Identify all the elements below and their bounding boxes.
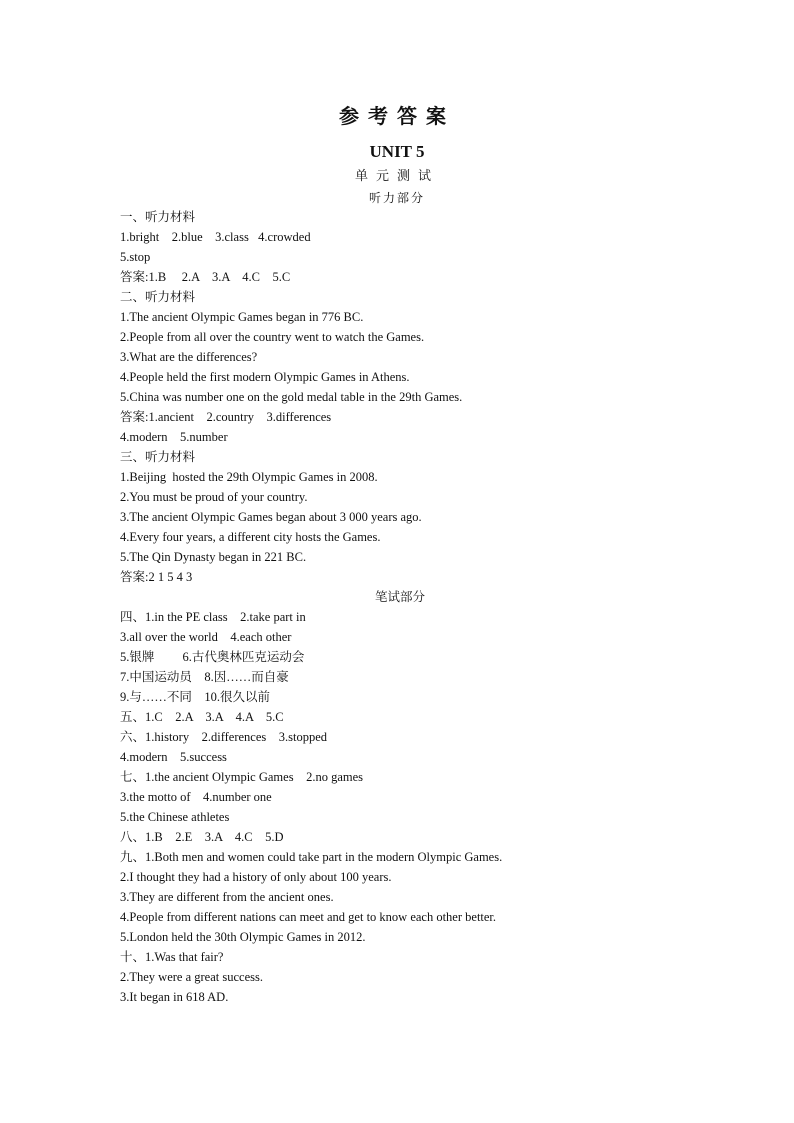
answer-line: 3.all over the world 4.each other xyxy=(120,630,292,644)
answer-line: 答案:2 1 5 4 3 xyxy=(120,570,193,584)
answer-line: 5.银牌 6.古代奥林匹克运动会 xyxy=(120,650,305,664)
answer-line: 4.Every four years, a different city hosts the Games. xyxy=(120,530,381,544)
listening-section-heading: 听力部分 xyxy=(368,191,425,205)
answer-line: 5.China was number one on the gold medal table in the 29th Games. xyxy=(120,390,463,404)
answer-line: 5.the Chinese athletes xyxy=(120,810,230,824)
answer-line: 9.与……不同 10.很久以前 xyxy=(120,690,271,704)
answer-line: 3.It began in 618 AD. xyxy=(120,990,229,1004)
answer-line: 2.I thought they had a history of only about 100 years. xyxy=(120,870,392,884)
answer-line: 1.bright 2.blue 3.class 4.crowded xyxy=(120,230,311,244)
answer-line: 4.modern 5.number xyxy=(120,430,228,444)
answer-line: 2.People from all over the country went to watch the Games. xyxy=(120,330,425,344)
answer-line: 4.People from different nations can meet and get to know each other better. xyxy=(120,910,497,924)
answer-line: 4.People held the first modern Olympic Games in Athens. xyxy=(120,370,410,384)
answer-line: 3.They are different from the ancient ones. xyxy=(120,890,334,904)
answer-line: 八、1.B 2.E 3.A 4.C 5.D xyxy=(120,830,284,844)
answer-list xyxy=(120,207,780,1007)
answer-line: 4.modern 5.success xyxy=(120,750,227,764)
answer-line: 2.They were a great success. xyxy=(120,970,263,984)
answer-line: 1.The ancient Olympic Games began in 776 BC. xyxy=(120,310,364,324)
answer-line: 5.stop xyxy=(120,250,151,264)
answer-line: 2.You must be proud of your country. xyxy=(120,490,308,504)
answer-line: 5.The Qin Dynasty began in 221 BC. xyxy=(120,550,307,564)
answer-line: 5.London held the 30th Olympic Games in 2012. xyxy=(120,930,366,944)
answer-line: 一、听力材料 xyxy=(120,210,196,224)
answer-line: 三、听力材料 xyxy=(120,450,196,464)
answer-line: 四、1.in the PE class 2.take part in xyxy=(120,610,306,624)
section-heading: 笔试部分 xyxy=(374,590,425,604)
test-subtitle: 单元测试 xyxy=(354,168,439,183)
answer-line: 答案:1.ancient 2.country 3.differences xyxy=(120,410,332,424)
answer-line: 3.the motto of 4.number one xyxy=(120,790,272,804)
answer-line: 六、1.history 2.differences 3.stopped xyxy=(120,730,328,744)
answer-line: 3.The ancient Olympic Games began about 3 000 years ago. xyxy=(120,510,422,524)
answer-line: 答案:1.B 2.A 3.A 4.C 5.C xyxy=(120,270,291,284)
answer-line: 十、1.Was that fair? xyxy=(120,950,224,964)
answer-line: 二、听力材料 xyxy=(120,290,196,304)
answer-line: 九、1.Both men and women could take part in the modern Olympic Games. xyxy=(120,850,503,864)
answer-line: 3.What are the differences? xyxy=(120,350,258,364)
page-title: 参考答案 xyxy=(339,106,455,128)
unit-heading: UNIT 5 xyxy=(369,142,425,161)
answer-line: 1.Beijing hosted the 29th Olympic Games in 2008. xyxy=(120,470,378,484)
answer-line: 7.中国运动员 8.因……而自豪 xyxy=(120,670,289,684)
answer-line: 七、1.the ancient Olympic Games 2.no games xyxy=(120,770,363,784)
answer-line: 五、1.C 2.A 3.A 4.A 5.C xyxy=(120,710,284,724)
